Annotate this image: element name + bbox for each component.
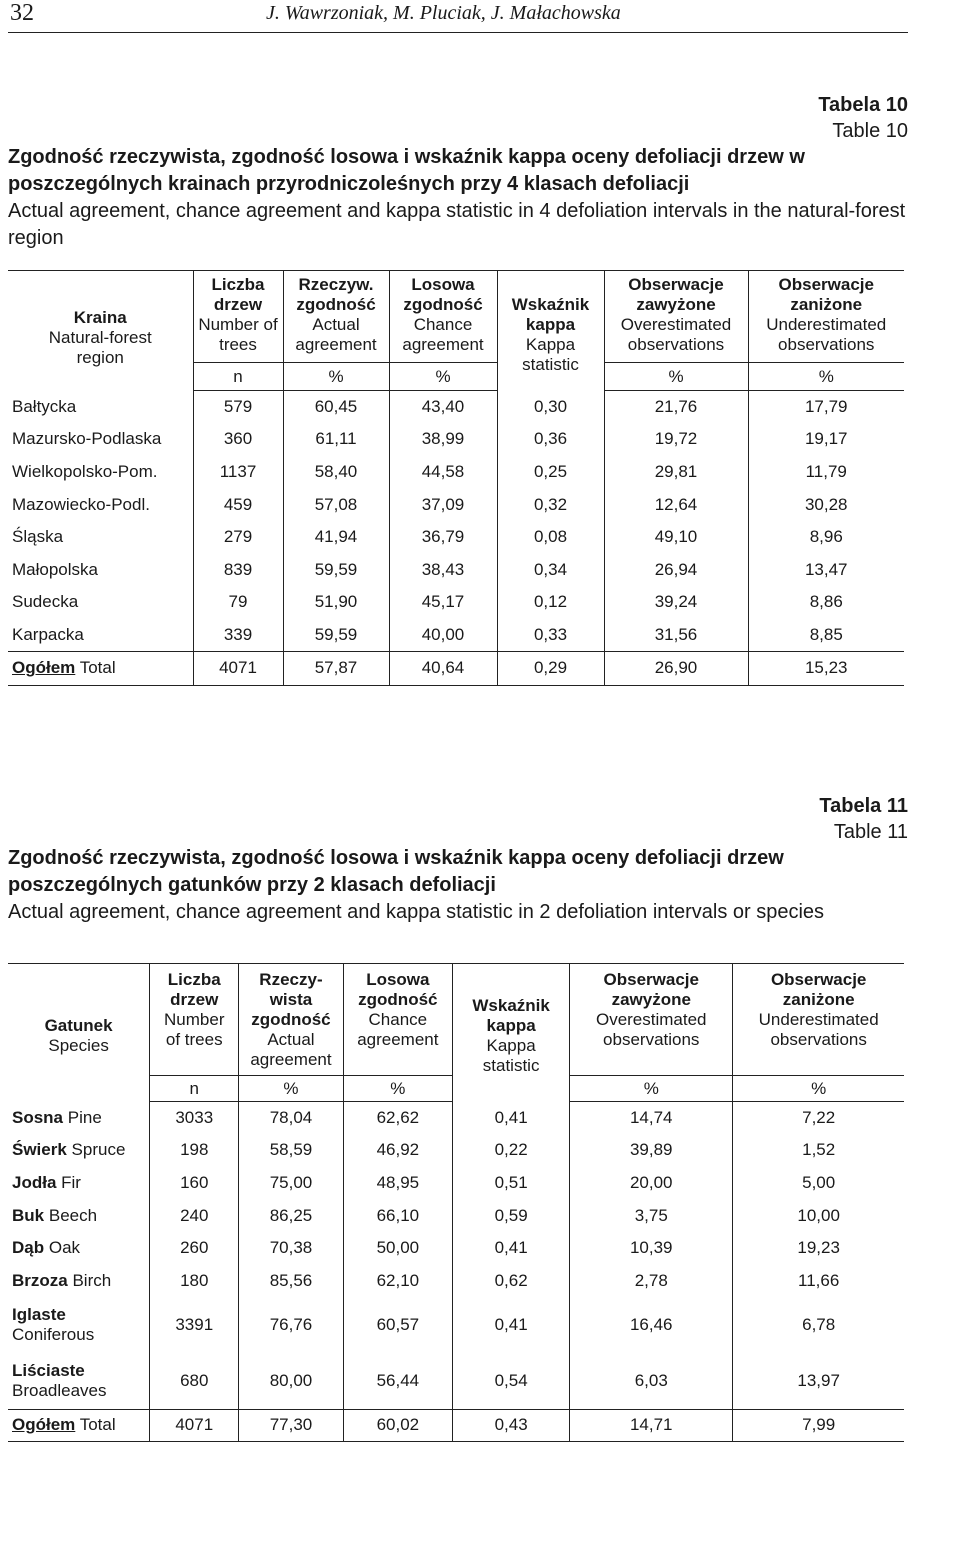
actual-cell: 58,40 <box>283 456 389 489</box>
table11-number-en: Table 11 <box>833 821 908 843</box>
table-row <box>8 1353 904 1409</box>
kappa-cell: 0,08 <box>497 521 604 554</box>
over-cell: 10,39 <box>570 1232 733 1265</box>
table-row <box>8 1199 904 1232</box>
chance-cell: 62,62 <box>343 1102 452 1135</box>
row-label <box>8 1232 150 1265</box>
row-label: Małopolska <box>8 553 193 586</box>
total-label-en: Total <box>79 1415 116 1435</box>
row-label-pl: Jodła <box>12 1172 57 1192</box>
table-row <box>8 619 904 652</box>
over-cell: 26,90 <box>604 651 748 685</box>
trees-cell: 360 <box>193 423 283 456</box>
t10-header-chance: Losowa zgodność Chance agreement <box>389 271 497 363</box>
table10-number-pl: Tabela 10 <box>818 94 908 116</box>
actual-cell: 80,00 <box>239 1353 343 1409</box>
t10-header-over: Obserwacje zawyżone Overestimated observations <box>604 271 748 363</box>
under-cell: 8,85 <box>809 624 843 644</box>
chance-cell: 50,00 <box>343 1232 452 1265</box>
chance-cell: 37,09 <box>389 488 497 521</box>
trees-cell: 240 <box>150 1199 239 1232</box>
chance-cell: 66,10 <box>343 1199 452 1232</box>
t10-unit-actual: % <box>283 363 389 391</box>
t10-unit-under: % <box>748 363 904 391</box>
under-cell: 15,23 <box>748 651 904 685</box>
trees-cell: 160 <box>150 1167 239 1200</box>
t10-unit-over: % <box>604 363 748 391</box>
over-cell: 31,56 <box>604 619 748 652</box>
kappa-cell: 0,30 <box>497 391 604 424</box>
under-cell: 8,86 <box>809 592 843 612</box>
kappa-cell: 0,25 <box>497 456 604 489</box>
chance-cell: 36,79 <box>389 521 497 554</box>
table-row <box>8 521 904 554</box>
trees-cell: 3391 <box>150 1297 239 1353</box>
table11-title-pl: Zgodność rzeczywista, zgodność losowa i wskaźnik kappa oceny defoliacji drzew poszczególnych gatunków przy 2 klasach defoliacji <box>8 847 784 896</box>
table10-number-en: Table 10 <box>832 120 908 142</box>
table-row <box>8 1232 904 1265</box>
row-label: Mazowiecko-Podl. <box>8 488 193 521</box>
table11 <box>8 963 904 1442</box>
kappa-cell: 0,43 <box>453 1409 570 1441</box>
over-cell: 6,03 <box>570 1353 733 1409</box>
kappa-cell: 0,12 <box>497 586 604 619</box>
trees-cell: 4071 <box>193 651 283 685</box>
under-cell: 7,99 <box>733 1409 904 1441</box>
running-head <box>8 0 908 33</box>
chance-cell: 44,58 <box>389 456 497 489</box>
chance-cell: 45,17 <box>389 586 497 619</box>
trees-cell: 459 <box>193 488 283 521</box>
table-row <box>8 423 904 456</box>
table-row <box>8 1102 904 1135</box>
kappa-cell: 0,59 <box>453 1199 570 1232</box>
chance-cell: 38,99 <box>389 423 497 456</box>
over-cell: 16,46 <box>570 1297 733 1353</box>
t11-header-over: Obserwacje zawyżone Overestimated observations <box>570 964 733 1076</box>
table-row <box>8 488 904 521</box>
kappa-cell: 0,32 <box>497 488 604 521</box>
table10-title-pl: Zgodność rzeczywista, zgodność losowa i wskaźnik kappa oceny defoliacji drzew w poszczególnych krainach przyrodniczoleśnych przy 4 klasach defoliacji <box>8 146 805 195</box>
chance-cell: 38,43 <box>389 553 497 586</box>
kappa-cell: 0,22 <box>453 1134 570 1167</box>
actual-cell: 60,45 <box>283 391 389 424</box>
table11-caption <box>8 793 908 926</box>
trees-cell: 839 <box>193 553 283 586</box>
actual-cell: 78,04 <box>239 1102 343 1135</box>
chance-cell: 60,57 <box>343 1297 452 1353</box>
under-cell: 10,00 <box>797 1205 840 1225</box>
t11-unit-actual: % <box>239 1076 343 1102</box>
over-cell: 49,10 <box>604 521 748 554</box>
t10-header-under: Obserwacje zaniżone Underestimated observations <box>748 271 904 363</box>
under-cell: 11,79 <box>805 461 847 481</box>
row-label <box>8 1102 150 1135</box>
chance-cell: 40,64 <box>389 651 497 685</box>
row-label-en: Coniferous <box>12 1325 95 1345</box>
table11-title-en: Actual agreement, chance agreement and kappa statistic in 2 defoliation intervals or species <box>8 901 825 923</box>
table-row <box>8 456 904 489</box>
table-row <box>8 553 904 586</box>
row-label <box>8 1199 150 1232</box>
kappa-cell: 0,41 <box>453 1297 570 1353</box>
kappa-cell: 0,54 <box>453 1353 570 1409</box>
kappa-cell: 0,36 <box>497 423 604 456</box>
row-label <box>8 1167 150 1200</box>
under-cell: 17,79 <box>804 397 848 417</box>
t11-header-kappa: Wskaźnik kappa Kappa statistic <box>453 964 570 1102</box>
page-number: 32 <box>10 0 34 26</box>
row-label-en: Pine <box>67 1107 102 1127</box>
under-cell: 19,17 <box>804 429 848 449</box>
total-label <box>8 651 193 685</box>
trees-cell: 198 <box>150 1134 239 1167</box>
row-label-en: Spruce <box>71 1140 126 1160</box>
actual-cell: 41,94 <box>283 521 389 554</box>
actual-cell: 58,59 <box>239 1134 343 1167</box>
under-cell: 13,97 <box>797 1370 840 1390</box>
actual-cell: 61,11 <box>283 423 389 456</box>
over-cell: 19,72 <box>604 423 748 456</box>
t11-unit-under: % <box>733 1076 904 1102</box>
trees-cell: 339 <box>193 619 283 652</box>
under-cell: 5,00 <box>802 1172 836 1192</box>
t11-header-actual: Rzeczy-wista zgodność Actual agreement <box>239 964 343 1076</box>
actual-cell: 59,59 <box>283 553 389 586</box>
under-cell: 30,28 <box>804 494 848 514</box>
over-cell: 29,81 <box>604 456 748 489</box>
actual-cell: 75,00 <box>239 1167 343 1200</box>
under-cell: 7,22 <box>802 1108 836 1128</box>
row-label <box>8 1134 150 1167</box>
table10-caption <box>8 92 908 252</box>
trees-cell: 3033 <box>150 1102 239 1135</box>
under-cell: 11,66 <box>798 1270 840 1290</box>
t10-header-region: Kraina Natural-forest region <box>8 271 193 391</box>
actual-cell: 57,87 <box>283 651 389 685</box>
row-label <box>8 1297 150 1353</box>
chance-cell: 56,44 <box>343 1353 452 1409</box>
chance-cell: 62,10 <box>343 1264 452 1297</box>
actual-cell: 57,08 <box>283 488 389 521</box>
actual-cell: 77,30 <box>239 1409 343 1441</box>
total-label-en: Total <box>79 658 116 678</box>
row-label: Karpacka <box>8 619 193 652</box>
trees-cell: 279 <box>193 521 283 554</box>
row-label: Bałtycka <box>8 391 193 424</box>
table-row <box>8 1264 904 1297</box>
chance-cell: 48,95 <box>343 1167 452 1200</box>
table10 <box>8 270 904 686</box>
over-cell: 39,89 <box>570 1134 733 1167</box>
over-cell: 21,76 <box>604 391 748 424</box>
t10-unit-n: n <box>193 363 283 391</box>
total-label <box>8 1409 150 1441</box>
row-label-en: Beech <box>48 1205 98 1225</box>
kappa-cell: 0,33 <box>497 619 604 652</box>
total-label-pl: Ogółem <box>12 1415 76 1435</box>
row-label-pl: Dąb <box>12 1238 45 1258</box>
under-cell: 19,23 <box>797 1238 840 1258</box>
row-label-pl: Liściaste <box>12 1360 85 1380</box>
table-row <box>8 586 904 619</box>
actual-cell: 86,25 <box>239 1199 343 1232</box>
t11-unit-n: n <box>150 1076 239 1102</box>
total-row <box>8 1409 904 1441</box>
trees-cell: 4071 <box>150 1409 239 1441</box>
chance-cell: 60,02 <box>343 1409 452 1441</box>
row-label: Sudecka <box>8 586 193 619</box>
over-cell: 39,24 <box>604 586 748 619</box>
kappa-cell: 0,34 <box>497 553 604 586</box>
chance-cell: 40,00 <box>389 619 497 652</box>
t10-header-kappa: Wskaźnik kappa Kappa statistic <box>497 271 604 391</box>
row-label <box>8 1353 150 1409</box>
over-cell: 14,71 <box>570 1409 733 1441</box>
row-label-en: Birch <box>72 1270 112 1290</box>
over-cell: 20,00 <box>570 1167 733 1200</box>
total-row <box>8 651 904 685</box>
row-label-pl: Sosna <box>12 1107 64 1127</box>
table-row <box>8 391 904 424</box>
table11-number-pl: Tabela 11 <box>819 795 908 817</box>
over-cell: 26,94 <box>604 553 748 586</box>
chance-cell: 46,92 <box>343 1134 452 1167</box>
row-label-pl: Świerk <box>12 1140 67 1160</box>
chance-cell: 43,40 <box>389 391 497 424</box>
row-label-pl: Iglaste <box>12 1305 66 1325</box>
t11-unit-over: % <box>570 1076 733 1102</box>
actual-cell: 76,76 <box>239 1297 343 1353</box>
t11-header-species: Gatunek Species <box>8 964 150 1102</box>
t10-header-trees: Liczba drzew Number of trees <box>193 271 283 363</box>
running-head-authors: J. Wawrzoniak, M. Pluciak, J. Małachowska <box>266 2 621 24</box>
actual-cell: 70,38 <box>239 1232 343 1265</box>
kappa-cell: 0,51 <box>453 1167 570 1200</box>
table-row <box>8 1167 904 1200</box>
under-cell: 1,52 <box>802 1140 836 1160</box>
kappa-cell: 0,29 <box>497 651 604 685</box>
t10-unit-chance: % <box>389 363 497 391</box>
total-label-pl: Ogółem <box>12 658 76 678</box>
table-row <box>8 1297 904 1353</box>
row-label-pl: Brzoza <box>12 1270 68 1290</box>
table10-title-en: Actual agreement, chance agreement and kappa statistic in 4 defoliation intervals in the natural-forest region <box>8 200 906 249</box>
trees-cell: 260 <box>150 1232 239 1265</box>
trees-cell: 1137 <box>193 456 283 489</box>
t11-header-under: Obserwacje zaniżone Underestimated observations <box>733 964 904 1076</box>
under-cell: 6,78 <box>802 1315 836 1335</box>
kappa-cell: 0,62 <box>453 1264 570 1297</box>
over-cell: 12,64 <box>604 488 748 521</box>
trees-cell: 79 <box>193 586 283 619</box>
over-cell: 3,75 <box>570 1199 733 1232</box>
trees-cell: 680 <box>150 1353 239 1409</box>
actual-cell: 85,56 <box>239 1264 343 1297</box>
row-label: Mazursko-Podlaska <box>8 423 193 456</box>
row-label-en: Fir <box>61 1172 81 1192</box>
actual-cell: 51,90 <box>283 586 389 619</box>
trees-cell: 579 <box>193 391 283 424</box>
t11-unit-chance: % <box>343 1076 452 1102</box>
under-cell: 13,47 <box>804 559 848 579</box>
over-cell: 14,74 <box>570 1102 733 1135</box>
row-label: Wielkopolsko-Pom. <box>8 456 193 489</box>
table-row <box>8 1134 904 1167</box>
row-label-pl: Buk <box>12 1205 45 1225</box>
over-cell: 2,78 <box>570 1264 733 1297</box>
row-label-en: Broadleaves <box>12 1380 107 1400</box>
t10-header-actual: Rzeczyw. zgodność Actual agreement <box>283 271 389 363</box>
row-label: Śląska <box>8 521 193 554</box>
kappa-cell: 0,41 <box>453 1102 570 1135</box>
t11-header-chance: Losowa zgodność Chance agreement <box>343 964 452 1076</box>
actual-cell: 59,59 <box>283 619 389 652</box>
t11-header-trees: Liczba drzew Number of trees <box>150 964 239 1076</box>
row-label-en: Oak <box>48 1238 81 1258</box>
kappa-cell: 0,41 <box>453 1232 570 1265</box>
under-cell: 8,96 <box>809 527 843 547</box>
row-label <box>8 1264 150 1297</box>
trees-cell: 180 <box>150 1264 239 1297</box>
